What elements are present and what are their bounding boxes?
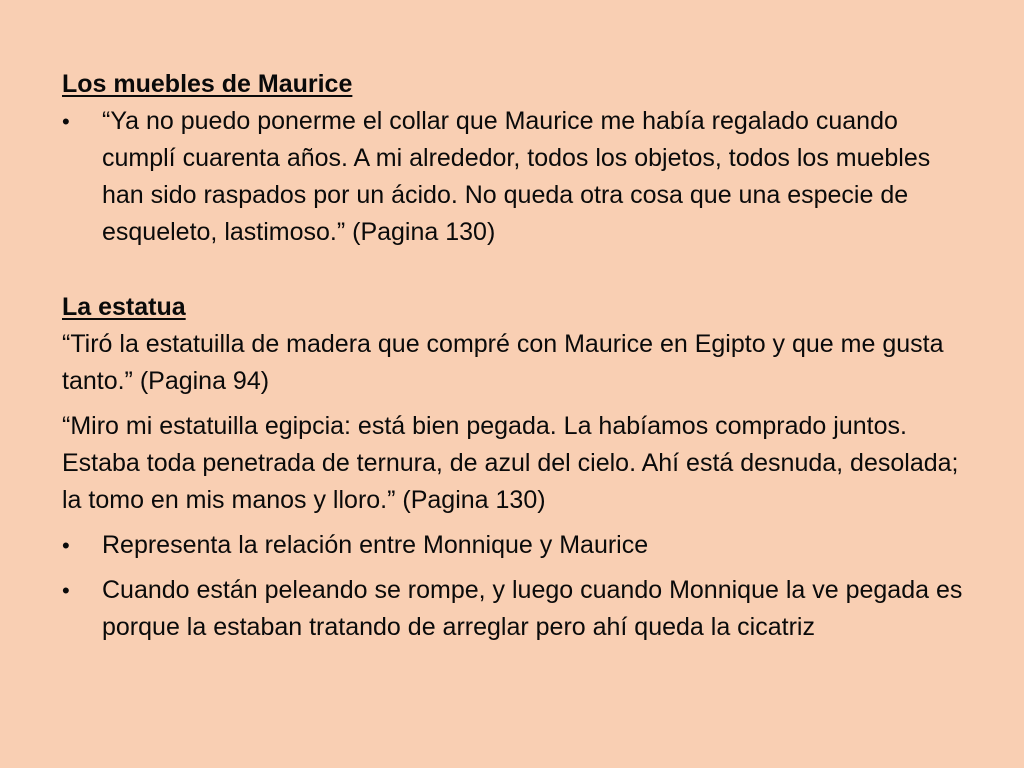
section-heading-muebles: Los muebles de Maurice <box>62 70 353 98</box>
quote-estatuilla-madera: “Tiró la estatuilla de madera que compré con Maurice en Egipto y que me gusta tanto.” (Pagina 94) <box>62 330 944 395</box>
bullet-icon: • <box>62 578 70 603</box>
list-item <box>62 572 972 646</box>
quote-collar: “Ya no puedo ponerme el collar que Maurice me había regalado cuando cumplí cuarenta años. A mi alrededor, todos los objetos, todos los muebles han sido raspados por un ácido. No queda otra cosa que una especie de esqueleto, lastimoso.” (Pagina 130) <box>102 107 931 246</box>
point-relacion: Representa la relación entre Monnique y Maurice <box>102 531 649 559</box>
list-item <box>62 527 972 564</box>
bullet-icon: • <box>62 109 70 134</box>
list-item <box>62 103 972 251</box>
quote-estatuilla-egipcia: “Miro mi estatuilla egipcia: está bien pegada. La habíamos comprado juntos. Estaba toda penetrada de ternura, de azul del cielo. Ahí está desnuda, desolada; la tomo en mis manos y lloro.” (Pagina 130) <box>62 412 959 514</box>
slide-content <box>62 66 972 646</box>
point-cicatriz: Cuando están peleando se rompe, y luego cuando Monnique la ve pegada es porque la estaban tratando de arreglar pero ahí queda la cicatriz <box>102 576 963 641</box>
bullet-icon: • <box>62 533 70 558</box>
section-heading-estatua: La estatua <box>62 293 186 321</box>
